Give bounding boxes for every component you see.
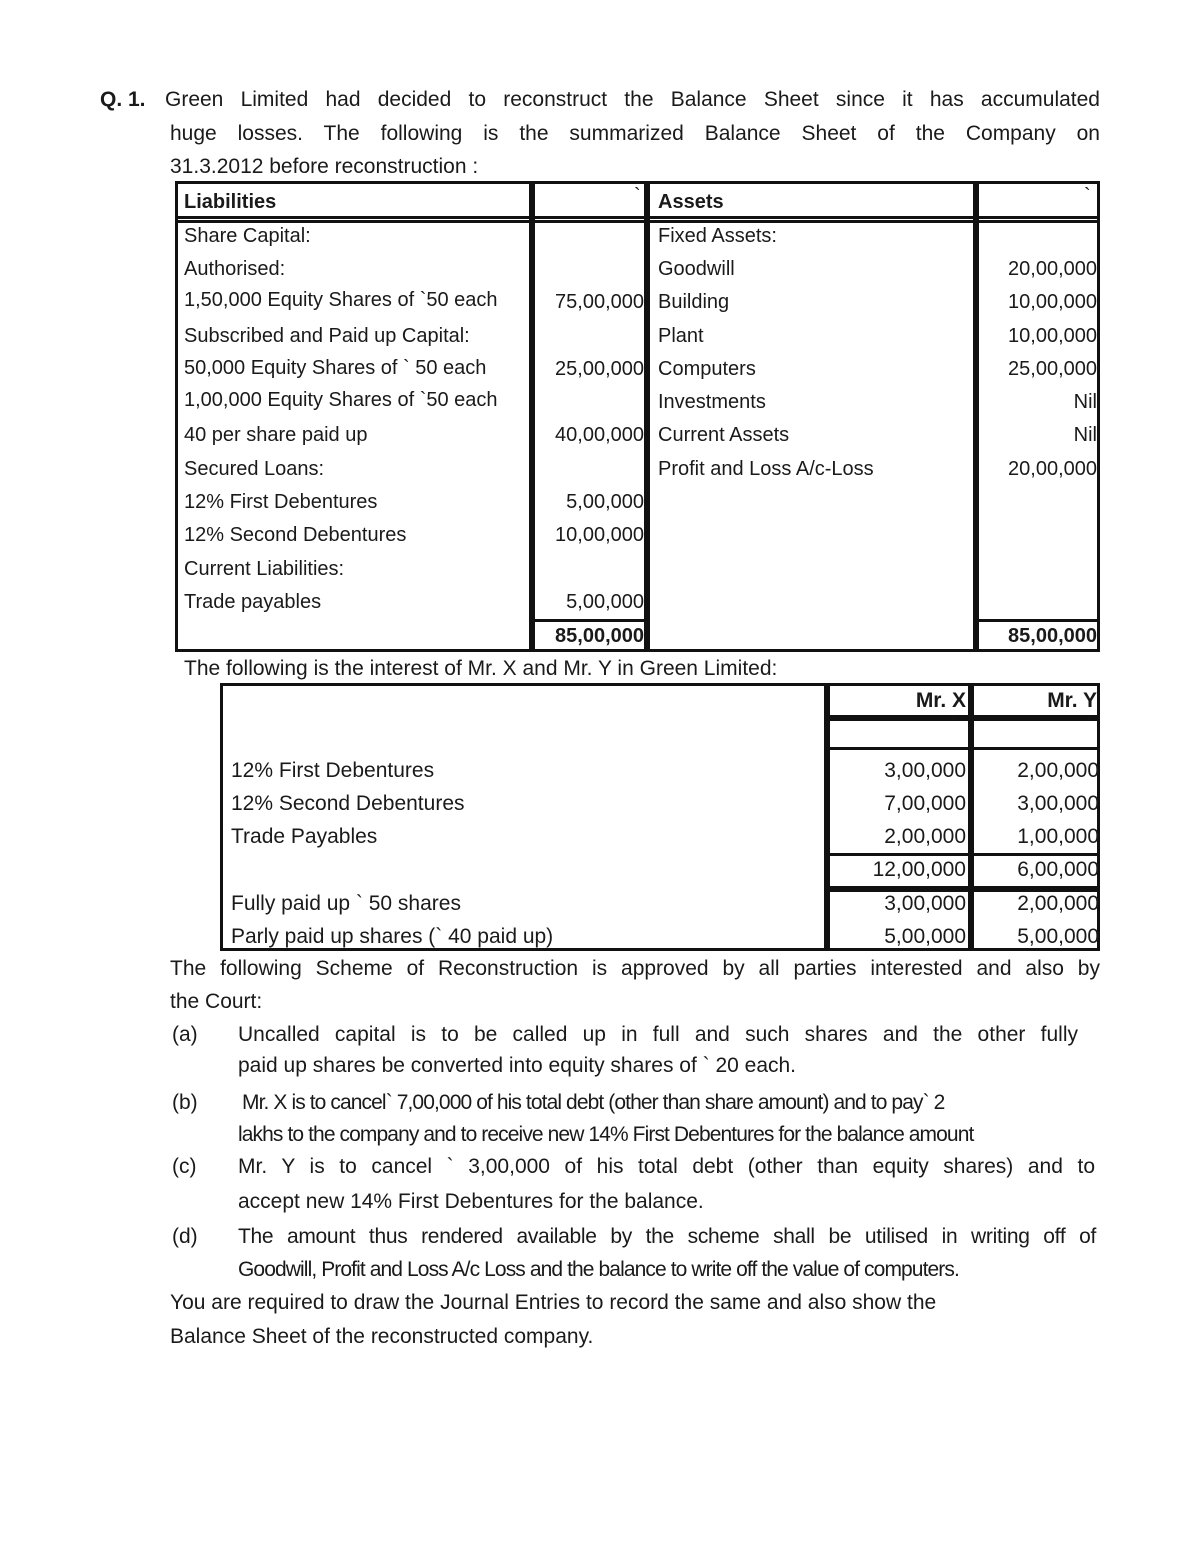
currency-x: ` bbox=[951, 716, 957, 733]
closing-line-1: You are required to draw the Journal Entries to record the same and also show the bbox=[170, 1291, 937, 1314]
closing-line-2: Balance Sheet of the reconstructed company. bbox=[170, 1325, 594, 1348]
interest-row-x: 3,00,000 bbox=[884, 759, 966, 782]
liability-label: Authorised: bbox=[184, 258, 286, 280]
row-divider bbox=[825, 718, 1097, 721]
scheme-item-label: (c) bbox=[172, 1155, 197, 1178]
asset-label: Profit and Loss A/c-Loss bbox=[658, 458, 874, 480]
liability-amount: 10,00,000 bbox=[555, 524, 644, 546]
liability-label: Current Liabilities: bbox=[184, 558, 345, 580]
question-intro-line-1: Green Limited had decided to reconstruct the Balance Sheet since it has accumulated bbox=[165, 88, 1100, 111]
liability-amount: 75,00,000 bbox=[555, 291, 644, 313]
interest-total-x: 12,00,000 bbox=[872, 858, 966, 881]
share-row-label: Parly paid up shares (` 40 paid up) bbox=[231, 925, 554, 948]
interest-row-x: 7,00,000 bbox=[884, 792, 966, 815]
scheme-item-text: lakhs to the company and to receive new 14% First Debentures for the balance amount bbox=[238, 1123, 974, 1146]
share-row-y: 5,00,000 bbox=[1017, 925, 1099, 948]
col-divider bbox=[647, 184, 650, 649]
liability-label: Secured Loans: bbox=[184, 458, 325, 480]
asset-amount: 20,00,000 bbox=[1008, 258, 1097, 280]
liability-amount: 40,00,000 bbox=[555, 424, 644, 446]
interest-table bbox=[220, 683, 1100, 951]
asset-amount: Nil bbox=[1073, 391, 1097, 413]
interest-row-label: Trade Payables bbox=[231, 825, 378, 848]
interest-total-y: 6,00,000 bbox=[1017, 858, 1099, 881]
question-intro-line-3: 31.3.2012 before reconstruction : bbox=[170, 155, 479, 178]
header-divider bbox=[178, 220, 1097, 223]
asset-label: Plant bbox=[658, 325, 704, 347]
scheme-intro-line-2: the Court: bbox=[170, 990, 263, 1013]
liability-label: 12% Second Debentures bbox=[184, 524, 407, 546]
interest-row-y: 3,00,000 bbox=[1017, 792, 1099, 815]
asset-label: Computers bbox=[658, 358, 756, 380]
scheme-item-label: (b) bbox=[172, 1091, 198, 1114]
header-mr-x: Mr. X bbox=[915, 689, 966, 712]
interest-caption: The following is the interest of Mr. X and Mr. Y in Green Limited: bbox=[184, 657, 778, 680]
share-row-x: 3,00,000 bbox=[884, 892, 966, 915]
scheme-item-text: The amount thus rendered available by the scheme shall be utilised in writing off of bbox=[238, 1225, 1096, 1248]
scheme-item-text: Goodwill, Profit and Loss A/c Loss and the balance to write off the value of computers. bbox=[238, 1258, 959, 1281]
header-assets: Assets bbox=[658, 191, 724, 213]
header-liabilities: Liabilities bbox=[184, 191, 277, 213]
liability-amount: 25,00,000 bbox=[555, 358, 644, 380]
scheme-item-text: accept new 14% First Debentures for the balance. bbox=[238, 1190, 704, 1213]
share-row-x: 5,00,000 bbox=[884, 925, 966, 948]
scheme-item-text: Uncalled capital is to be called up in full and such shares and the other fully bbox=[238, 1023, 1078, 1046]
scheme-item-text: paid up shares be converted into equity shares of ` 20 each. bbox=[238, 1054, 797, 1077]
liability-label: 40 per share paid up bbox=[184, 424, 368, 446]
liability-label: 50,000 Equity Shares of ` 50 each bbox=[184, 357, 487, 379]
liability-label: 1,00,000 Equity Shares of `50 each bbox=[184, 389, 498, 411]
scheme-item-text: Mr. X is to cancel` 7,00,000 of his total debt (other than share amount) and to pay` 2 bbox=[242, 1091, 945, 1114]
asset-label: Goodwill bbox=[658, 258, 735, 280]
header-divider bbox=[178, 216, 1097, 219]
interest-row-label: 12% First Debentures bbox=[231, 759, 435, 782]
asset-amount: Nil bbox=[1073, 424, 1097, 446]
col-divider bbox=[532, 184, 535, 649]
asset-amount: 20,00,000 bbox=[1008, 458, 1097, 480]
question-intro-line-2: huge losses. The following is the summarized Balance Sheet of the Company on bbox=[170, 122, 1100, 145]
interest-row-label: 12% Second Debentures bbox=[231, 792, 465, 815]
liability-label: Share Capital: bbox=[184, 225, 311, 247]
header-liab-currency: ` bbox=[634, 185, 641, 207]
liability-amount: 5,00,000 bbox=[566, 491, 644, 513]
balance-sheet-table bbox=[175, 181, 1100, 652]
share-row-y: 2,00,000 bbox=[1017, 892, 1099, 915]
liability-label: Subscribed and Paid up Capital: bbox=[184, 325, 470, 347]
interest-row-y: 1,00,000 bbox=[1017, 825, 1099, 848]
asset-label: Building bbox=[658, 291, 730, 313]
liability-amount: 5,00,000 bbox=[566, 591, 644, 613]
liabilities-total: 85,00,000 bbox=[555, 625, 644, 647]
asset-label: Investments bbox=[658, 391, 766, 413]
asset-amount: 10,00,000 bbox=[1008, 291, 1097, 313]
asset-amount: 25,00,000 bbox=[1008, 358, 1097, 380]
scheme-item-label: (d) bbox=[172, 1225, 198, 1248]
scheme-item-text: Mr. Y is to cancel ` 3,00,000 of his total debt (other than equity shares) and to bbox=[238, 1155, 1095, 1178]
scheme-intro-line-1: The following Scheme of Reconstruction is approved by all parties interested and also by bbox=[170, 957, 1100, 980]
header-asset-currency: ` bbox=[1084, 185, 1091, 207]
interest-row-x: 2,00,000 bbox=[884, 825, 966, 848]
currency-y: ` bbox=[1086, 716, 1092, 733]
assets-total: 85,00,000 bbox=[1008, 625, 1097, 647]
asset-label: Fixed Assets: bbox=[658, 225, 777, 247]
interest-row-y: 2,00,000 bbox=[1017, 759, 1099, 782]
liability-label: Trade payables bbox=[184, 591, 322, 613]
asset-label: Current Assets bbox=[658, 424, 790, 446]
liability-label: 1,50,000 Equity Shares of `50 each bbox=[184, 289, 498, 311]
scheme-item-label: (a) bbox=[172, 1023, 198, 1046]
row-divider bbox=[825, 747, 1097, 750]
header-mr-y: Mr. Y bbox=[1047, 689, 1097, 712]
asset-amount: 10,00,000 bbox=[1008, 325, 1097, 347]
share-row-label: Fully paid up ` 50 shares bbox=[231, 892, 461, 915]
question-number: Q. 1. bbox=[100, 88, 146, 111]
liability-label: 12% First Debentures bbox=[184, 491, 378, 513]
